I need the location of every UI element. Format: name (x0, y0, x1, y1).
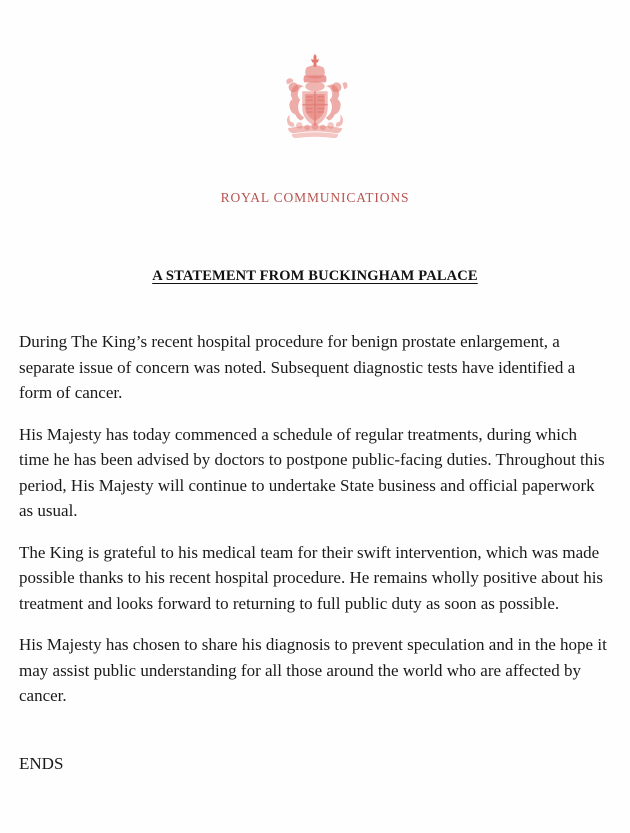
closing-marker: ENDS (19, 753, 64, 773)
letterhead (0, 0, 630, 206)
organisation-name: ROYAL COMMUNICATIONS (220, 190, 410, 205)
statement-paragraph: The King is grateful to his medical team for their swift intervention, which was made possible thanks to his recent hospital procedure. He remains wholly positive about his treatment and looks forward to returning to full public duty as soon as possible. (19, 542, 604, 613)
statement-paragraph: His Majesty has today commenced a schedule of regular treatments, during which time he has been advised by doctors to postpone public-facing duties. Throughout this period, His Majesty will continue to undertake State business and official paperwork as usual. (19, 424, 605, 520)
statement-paragraph: During The King’s recent hospital procedure for benign prostate enlargement, a separate issue of concern was noted. Subsequent diagnostic tests have identified a form of cancer. (19, 332, 576, 402)
statement-body (0, 285, 630, 709)
statement-paragraph: His Majesty has chosen to share his diagnosis to prevent speculation and in the hope it may assist public understanding for all those around the world who are affected by cancer. (19, 635, 607, 705)
page-title: A STATEMENT FROM BUCKINGHAM PALACE (152, 268, 478, 284)
royal-coat-of-arms-icon (266, 54, 364, 146)
